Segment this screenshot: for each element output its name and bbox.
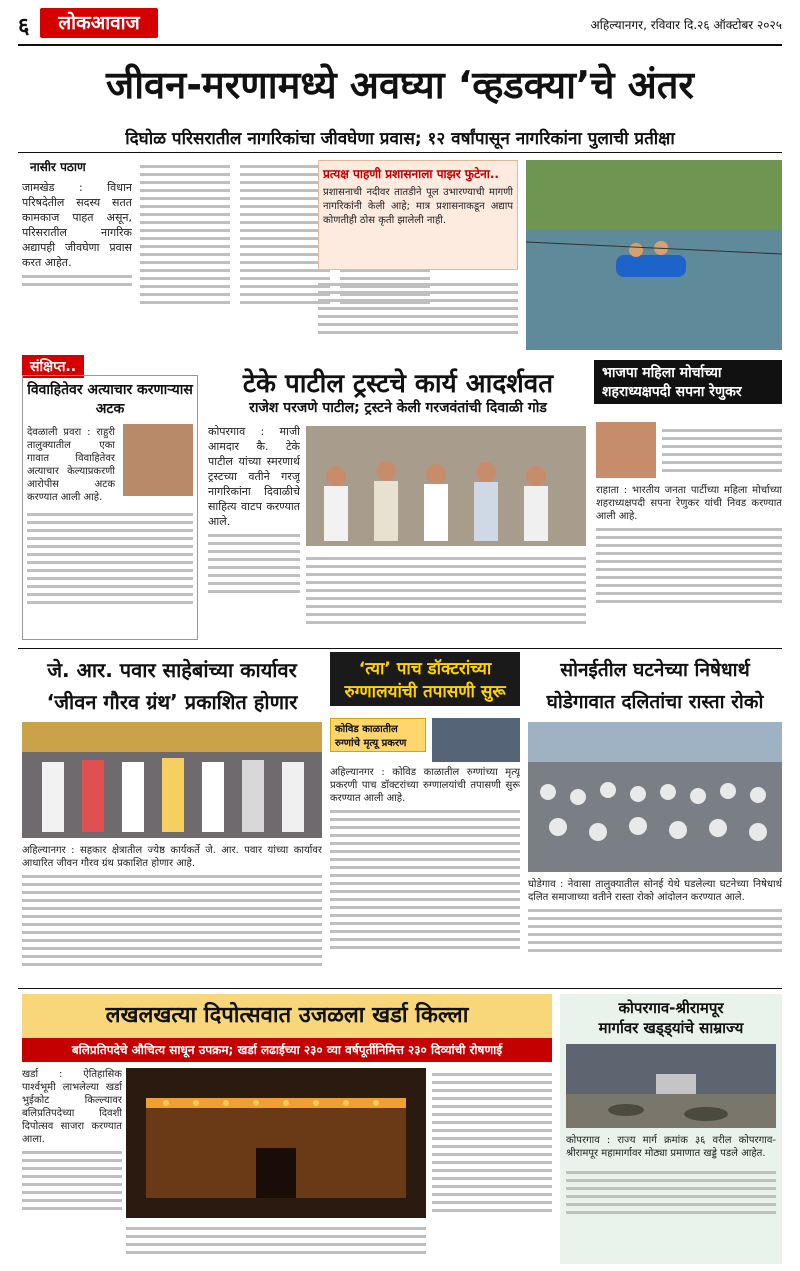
brief-box [22,375,198,640]
trust-text: कोपरगाव : माजी आमदार कै. टेके पाटील यांच्या स्मरणार्थ ट्रस्टच्या वतीने गरजू नागरिकांना दिवाळीचे साहित्य वाटप करण्यात आले. [208,425,300,528]
kharda-fort-illustration [126,1068,426,1218]
page-number: ६ [18,14,30,39]
brief-headline: विवाहितेवर अत्याचार करणाऱ्यास अटक [27,382,193,417]
pawar-text-col [22,844,322,984]
dateline: अहिल्यानगर, रविवार दि.२६ ऑक्टोबर २०२५ [590,18,782,32]
kopargaon-headline-2: मार्गावर खड्ड्यांचे साम्राज्य [598,1019,744,1037]
pawar-headline-1: जे. आर. पवार साहेबांच्या कार्यावर [47,658,297,682]
ghodegaon-headline-2: घोडेगावात दलितांचा रास्ता रोको [546,691,764,713]
ghodegaon-crowd-illustration [528,722,782,872]
brief-tag: संक्षिप्त.. [22,355,84,378]
doctors-text: अहिल्यानगर : कोविड काळातील रुग्णांच्या मृत्यू प्रकरणी पाच डॉक्टरांच्या रुग्णालयांची तपासणी सुरू करण्यात आली आहे. [330,767,520,804]
lead-redbox-text: प्रशासनाची नदीवर तातडीने पूल उभारण्याची मागणी नागरिकांनी केली आहे; मात्र प्रशासनाकडून अद्याप कोणतीही ठोस कृती झालेली नाही. [323,187,513,226]
kopargaon-road-illustration [566,1044,776,1128]
doctors-hospital-photo [432,718,520,762]
kharda-fort-photo [126,1068,426,1218]
bjp-headline: भाजपा महिला मोर्चाच्या शहराध्यक्षपदी सपना रेणुकर [594,360,782,404]
bjp-text-col [596,484,782,644]
header-rule [18,44,782,46]
ghodegaon-text: घोडेगाव : नेवासा तालुक्यातील सोनई येथे घडलेल्या घटनेच्या निषेधार्थ दलित समाजाच्या वतीने रास्ता रोको आंदोलन करण्यात आले. [528,879,782,903]
lead-col-1 [140,160,230,350]
kharda-text-col [22,1068,122,1258]
kharda-text: खर्डा : ऐतिहासिक पार्श्वभूमी लाभलेल्या खर्डा भुईकोट किल्ल्यावर बलिप्रतिपदेच्या दिवशी दिपोत्सव साजरा करण्यात आला. [22,1069,122,1145]
trust-text-col [208,424,300,642]
doctors-box-title: कोविड काळातील रुग्णांचे मृत्यू प्रकरण [330,718,426,752]
bjp-text: राहाता : भारतीय जनता पार्टीच्या महिला मोर्चाच्या शहराध्यक्षपदी सपना रेणुकर यांची निवड करण्यात आली आहे. [596,485,782,522]
kharda-banner [22,994,552,1038]
ghodegaon-text-col [528,878,782,984]
trust-subhead: राजेश परजणे पाटील; ट्रस्टने केली गरजवंतांची दिवाळी गोड [249,400,547,416]
lower-rule [18,988,782,989]
bjp-side-lines [662,424,782,478]
brief-text: देवळाली प्रवरा : राहुरी तालुक्यातील एका गावात विवाहितेवर अत्याचार केल्याप्रकरणी आरोपीस अटक करण्यात आली आहे. [27,427,115,503]
pawar-text: अहिल्यानगर : सहकार क्षेत्रातील ज्येष्ठ कार्यकर्ते जे. आर. पवार यांच्या कार्यावर आधारित जीवन गौरव ग्रंथ प्रकाशित होणार आहे. [22,845,322,869]
pawar-photo [22,722,322,838]
kharda-lower-text [126,1222,426,1262]
trust-headline: टेके पाटील ट्रस्टचे कार्य आदर्शवत [242,369,554,399]
trust-group-illustration [306,426,586,546]
lead-redbox-title: प्रत्यक्ष पाहणी प्रशासनाला पाझर फुटेना.. [323,167,499,181]
lead-byline: नासीर पठाण [30,160,86,174]
kopargaon-headline-1: कोपरगाव-श्रीरामपूर [618,999,724,1017]
doctors-headline-box [330,652,520,706]
lead-headline: जीवन-मरणामध्ये अवघ्या ‘व्हडक्या’चे अंतर [106,63,694,107]
kopargaon-box [560,994,782,1264]
doctors-headline-1: ‘त्या’ पाच डॉक्टरांच्या [358,659,492,679]
kharda-band: बलिप्रतिपदेचे औचित्य साधून उपक्रम; खर्डा लढाईच्या २३० व्या वर्षपूर्तीनिमित्त २३० दिव्यांची रोषणाई [22,1038,552,1062]
trust-photo [306,426,586,546]
newspaper-logo: लोकआवाज [40,8,158,38]
doctors-headline-2: रुग्णालयांची तपासणी सुरू [344,682,506,702]
kopargaon-road-photo [566,1044,776,1128]
ghodegaon-headline-1: सोनईतील घटनेच्या निषेधार्थ [560,659,750,681]
kharda-headline: लखलखत्या दिपोत्सवात उजळला खर्डा किल्ला [105,1003,469,1028]
kopargaon-text: कोपरगाव : राज्य मार्ग क्रमांक ३६ वरील कोपरगाव-श्रीरामपूर महामार्गावर मोठ्या प्रमाणात खड्डे पडले आहेत. [566,1135,776,1159]
lead-intro [22,180,132,290]
trust-lower-text [306,552,586,642]
river-boat-photo [526,160,782,350]
lead-redbox [318,160,518,270]
doctors-text-col [330,766,520,984]
pawar-headline-2: ‘जीवन गौरव ग्रंथ’ प्रकाशित होणार [46,690,298,714]
ghodegaon-crowd-photo [528,722,782,872]
lead-rule [18,152,782,153]
lead-lower-text [318,278,518,348]
lead-intro-text: जामखेड : विधान परिषदेतील सदस्य सतत कामकाज पाहत असून, परिसरातील नागरिक अद्यापही जीवघेणा प्रवास करत आहेत. [22,181,132,269]
mid-rule [18,648,782,649]
bjp-portrait [596,422,656,478]
lead-subhead: दिघोळ परिसरातील नागरिकांचा जीवघेणा प्रवास; १२ वर्षांपासून नागरिकांना पुलाची प्रतीक्षा [125,129,675,149]
river-boat-illustration [526,160,782,350]
kharda-right-text [432,1068,552,1262]
pawar-stage-illustration [22,722,322,838]
lead-col-2 [240,160,330,350]
brief-photo [123,424,193,496]
